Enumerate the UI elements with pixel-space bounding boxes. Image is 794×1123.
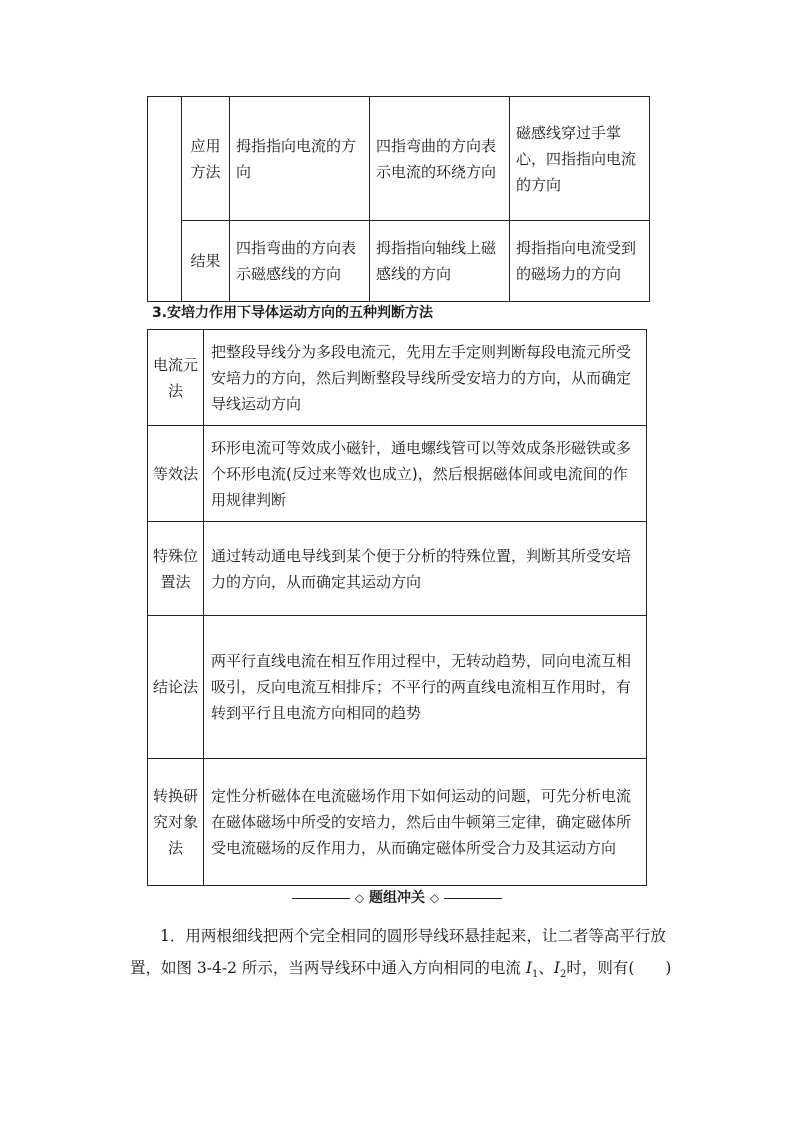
- table-cell: 拇指指向电流受到的磁场力的方向: [510, 221, 650, 302]
- five-methods-table: [147, 329, 647, 886]
- subscript: 1: [531, 969, 539, 981]
- continued-merged-cell: [148, 97, 182, 302]
- method-label: 特殊位置法: [148, 522, 204, 616]
- divider-line-left: [292, 898, 350, 899]
- table-cell: 拇指指向电流的方向: [230, 97, 370, 221]
- method-label: 转换研究对象法: [148, 759, 204, 886]
- method-label: 等效法: [148, 426, 204, 522]
- question-1: [130, 920, 674, 991]
- current-variable: I: [553, 959, 560, 977]
- question-number: 1．: [160, 927, 186, 945]
- table-row: [148, 221, 650, 302]
- question-text-end: 时，则有( ): [566, 959, 672, 977]
- method-label: 结论法: [148, 616, 204, 759]
- question-text: 用两根细线把两个完全相同的圆形导线环悬挂起来，让二者等高平行放置，如图 3-4-2 所示，当两导线环中通入方向相同的电流: [130, 927, 666, 977]
- method-description: 定性分析磁体在电流磁场作用下如何运动的问题，可先分析电流在磁体磁场中所受的安培力，然后由牛顿第三定律，确定磁体所受电流磁场的反作用力，从而确定磁体所受合力及其运动方向: [204, 759, 647, 886]
- section-divider: [0, 888, 794, 908]
- method-description: 环形电流可等效成小磁针，通电螺线管可以等效成条形磁铁或多个环形电流(反过来等效也成立)，然后根据磁体间或电流间的作用规律判断: [204, 426, 647, 522]
- table-row: [148, 426, 647, 522]
- right-hand-rule-table: [147, 96, 650, 302]
- method-description: 通过转动通电导线到某个便于分析的特殊位置，判断其所受安培力的方向，从而确定其运动方向: [204, 522, 647, 616]
- method-description: 把整段导线分为多段电流元，先用左手定则判断每段电流元所受安培力的方向，然后判断整段导线所受安培力的方向，从而确定导线运动方向: [204, 330, 647, 426]
- table-cell: 四指弯曲的方向表示磁感线的方向: [230, 221, 370, 302]
- table-cell: 拇指指向轴线上磁感线的方向: [370, 221, 510, 302]
- diamond-icon: ◇: [429, 891, 440, 905]
- table-row: [148, 522, 647, 616]
- table-row: [148, 97, 650, 221]
- divider-title: 题组冲关: [369, 890, 425, 906]
- table-cell: 磁感线穿过手掌心，四指指向电流的方向: [510, 97, 650, 221]
- table-row: [148, 759, 647, 886]
- table-cell: 四指弯曲的方向表示电流的环绕方向: [370, 97, 510, 221]
- separator: 、: [538, 959, 554, 977]
- section-heading: 3.安培力作用下导体运动方向的五种判断方法: [152, 305, 434, 321]
- table-row: [148, 330, 647, 426]
- current-variable: I: [525, 959, 532, 977]
- table-row: [148, 616, 647, 759]
- row-label: 结果: [182, 221, 230, 302]
- diamond-icon: ◇: [354, 891, 365, 905]
- divider-line-right: [444, 898, 502, 899]
- subscript: 2: [559, 969, 567, 981]
- row-label: 应用方法: [182, 97, 230, 221]
- method-label: 电流元法: [148, 330, 204, 426]
- method-description: 两平行直线电流在相互作用过程中，无转动趋势，同向电流互相吸引，反向电流互相排斥；不平行的两直线电流相互作用时，有转到平行且电流方向相同的趋势: [204, 616, 647, 759]
